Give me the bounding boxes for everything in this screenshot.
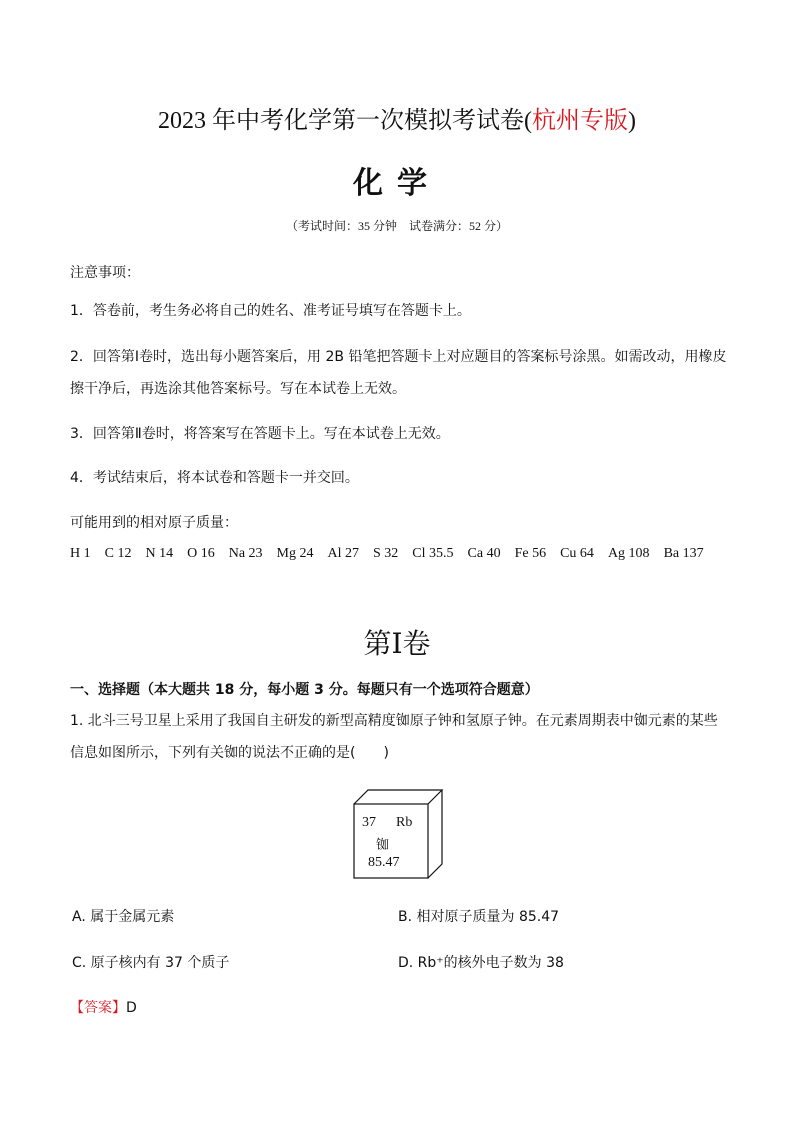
element-symbol: Rb bbox=[396, 815, 413, 830]
atomic-mass-item: Na 23 bbox=[228, 546, 263, 561]
atomic-mass-item: Ag 108 bbox=[607, 546, 650, 561]
element-mass: 85.47 bbox=[368, 855, 400, 870]
atomic-mass-item: Fe 56 bbox=[514, 546, 547, 561]
atomic-mass-item: Ba 137 bbox=[663, 546, 704, 561]
element-name: 铷 bbox=[376, 838, 390, 853]
section-heading: 一、选择题（本大题共 18 分，每小题 3 分。每题只有一个选项符合题意） bbox=[70, 682, 539, 698]
title-main: 2023 年中考化学第一次模拟考试卷( bbox=[158, 108, 532, 134]
atomic-mass-item: N 14 bbox=[145, 546, 174, 561]
note-item: 3．回答第Ⅱ卷时，将答案写在答题卡上。写在本试卷上无效。 bbox=[70, 426, 450, 442]
atomic-mass-item: Al 27 bbox=[327, 546, 359, 561]
atomic-mass-item: S 32 bbox=[373, 546, 399, 561]
note-item: 2．回答第Ⅰ卷时，选出每小题答案后，用 2B 铅笔把答题卡上对应题目的答案标号涂黑。如需改动，用橡皮擦干净后，再选涂其他答案标号。写在本试卷上无效。 bbox=[70, 349, 727, 397]
answer-value: D bbox=[126, 1000, 137, 1016]
atomic-mass-item: H 1 bbox=[70, 546, 91, 561]
subject-title: 化学 bbox=[353, 166, 441, 201]
option-a: A. 属于金属元素 bbox=[72, 909, 175, 925]
option-b: B. 相对原子质量为 85.47 bbox=[398, 909, 560, 925]
part-heading: 第Ⅰ卷 bbox=[363, 629, 431, 660]
atomic-mass-list bbox=[70, 546, 718, 562]
option-d: D. Rb⁺的核外电子数为 38 bbox=[398, 955, 564, 971]
atomic-mass-item: O 16 bbox=[187, 546, 215, 561]
element-atomic-number: 37 bbox=[362, 815, 376, 830]
notes-heading: 注意事项： bbox=[70, 265, 140, 281]
atomic-mass-heading: 可能用到的相对原子质量： bbox=[70, 515, 238, 531]
atomic-mass-item: Cu 64 bbox=[560, 546, 594, 561]
exam-title bbox=[0, 100, 794, 135]
note-item: 4．考试结束后，将本试卷和答题卡一并交回。 bbox=[70, 470, 359, 486]
atomic-mass-item: C 12 bbox=[104, 546, 132, 561]
exam-info: （考试时间：35 分钟 试卷满分：52 分） bbox=[285, 219, 508, 233]
atomic-mass-item: Mg 24 bbox=[276, 546, 314, 561]
atomic-mass-item: Ca 40 bbox=[467, 546, 501, 561]
title-edition: 杭州专版 bbox=[532, 108, 628, 134]
atomic-mass-item: Cl 35.5 bbox=[412, 546, 454, 561]
answer-tag: 【答案】 bbox=[70, 1000, 126, 1016]
title-end: ) bbox=[628, 108, 636, 134]
answer-line bbox=[70, 997, 137, 1017]
note-item: 1．答卷前，考生务必将自己的姓名、准考证号填写在答题卡上。 bbox=[70, 303, 471, 319]
option-c: C. 原子核内有 37 个质子 bbox=[72, 955, 230, 971]
question-stem: 1. 北斗三号卫星上采用了我国自主研发的新型高精度铷原子钟和氢原子钟。在元素周期表中铷元素的某些信息如图所示，下列有关铷的说法不正确的是( ) bbox=[70, 713, 718, 761]
